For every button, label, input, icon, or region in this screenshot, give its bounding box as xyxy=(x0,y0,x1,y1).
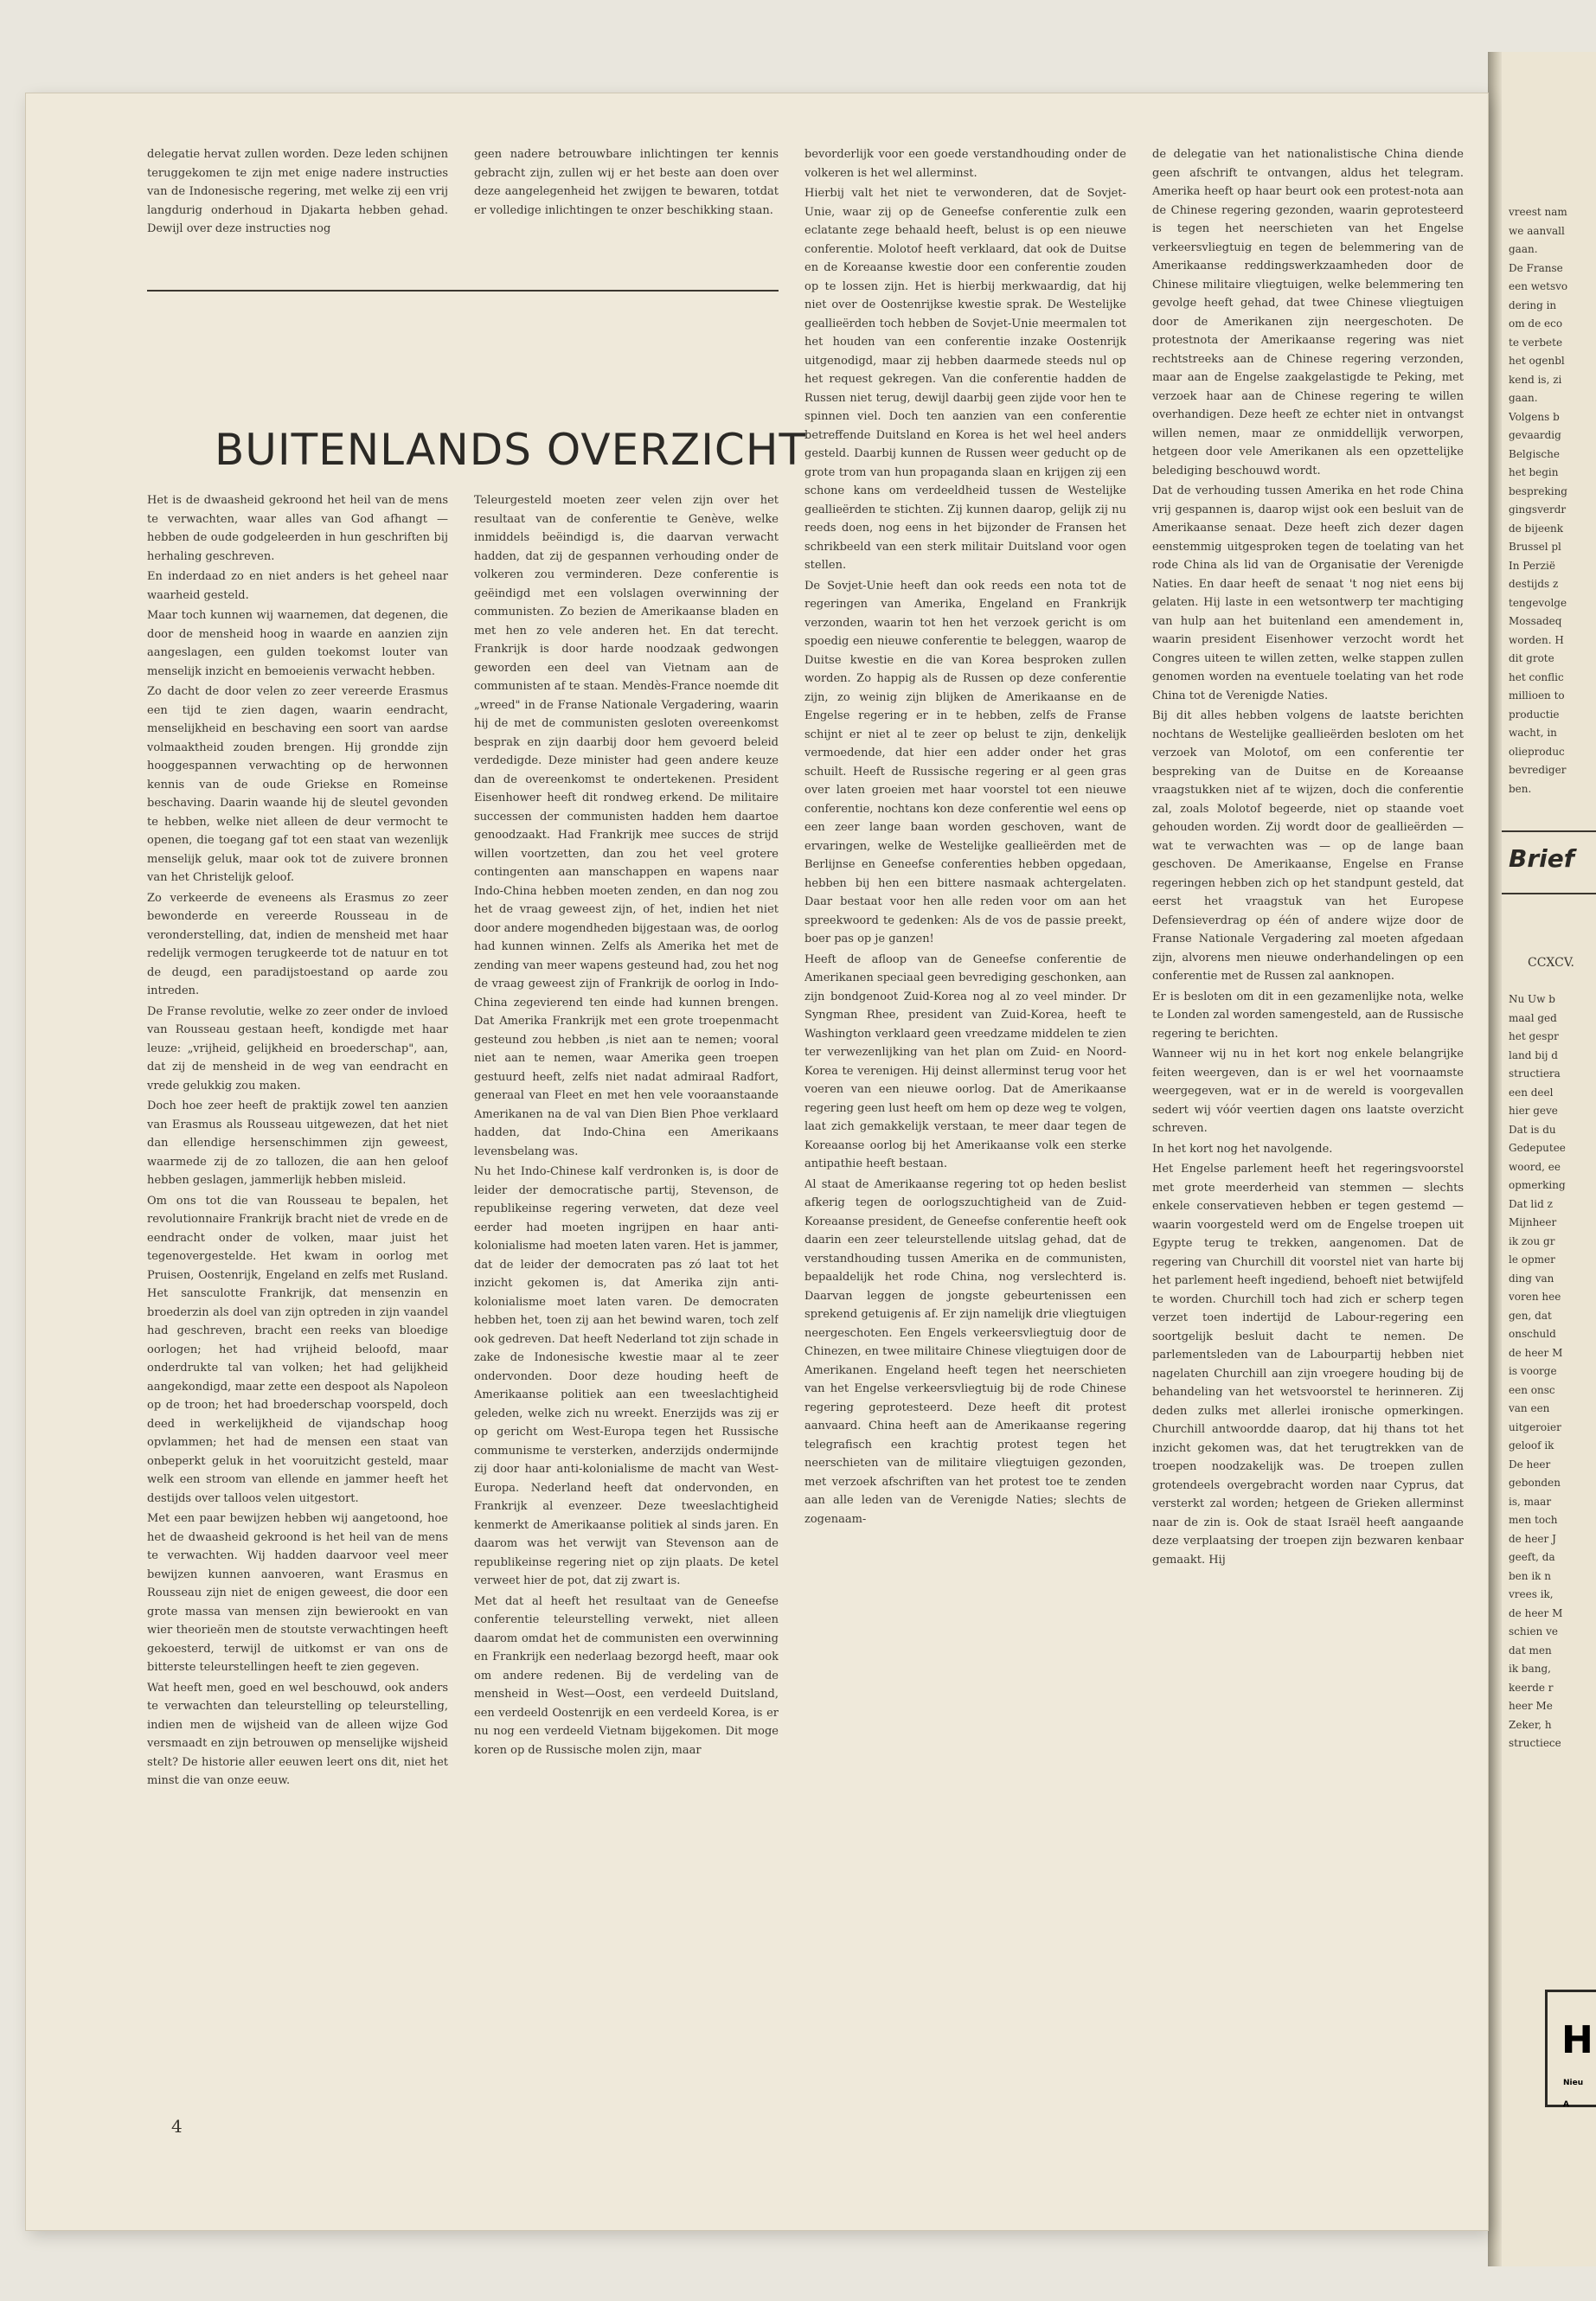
next-page-line-paragraph: Mossadeq xyxy=(1509,615,1562,627)
col1-paragraph: Het is de dwaasheid gekroond het heil van de mens te verwachten, waar alles van God afhangt — hebben de oude godgeleerden in hun geschriften bij herhaling geschreven. xyxy=(147,494,448,563)
next-page-line-paragraph: Nu Uw b xyxy=(1509,993,1555,1005)
column-3 xyxy=(804,145,1126,2096)
next-page-line-paragraph: woord, ee xyxy=(1509,1160,1561,1173)
ad-a: A xyxy=(1563,2100,1569,2109)
next-page-line-paragraph: Zeker, h xyxy=(1509,1718,1552,1731)
next-page-line-paragraph: bespreking xyxy=(1509,484,1567,497)
col1-paragraph: Zo dacht de door velen zo zeer vereerde Erasmus een tijd te zien dagen, waarin eendracht, menselijkheid en beschaving een soort van aardse volmaaktheid zouden brengen. Hij grondde zijn hooggespannen verwachting op de herwonnen kennis van de oude Griekse en Romeinse beschaving. Daarin waande hij de sleutel gevonden te hebben, welke niet alleen de deur vermocht te openen, die toegang gaf tot een staat van wezenlijk menselijk geluk, maar ook tot de zuivere bronnen van het Christelijk geloof. xyxy=(147,685,448,884)
col2-paragraph: Teleurgesteld moeten zeer velen zijn over het resultaat van de conferentie te Genève, welke inmiddels beëindigd is, die daarvan verwacht hadden, dat zij de gespannen verhouding onder de volkeren zou verminderen. Deze conferentie is geëindigd met een volslagen overwinning der communisten. Zo bezien de Amerikaanse bladen en met hen zo vele anderen het. En dat terecht. Frankrijk is door harde noodzaak gedwongen geworden een deel van Vietnam aan de communisten af te staan. Mendès-France noemde dit „wreed" in de Franse Nationale Vergadering, waarin hij de met de communisten gesloten overeenkomst besprak en zijn daarbij door hem gevoerd beleid verdedigde. Deze minister had geen andere keuze dan de overeenkomst te ondertekenen. President Eisenhower heeft dit rondweg erkend. De militaire successen der communisten hadden hem daartoe genoodzaakt. Had Frankrijk mee succes de strijd willen voortzetten, dan zou het veel grotere contingenten aan manschappen en wapens naar Indo-China hebben moeten zenden, en dan nog zou het de vraag geweest zijn, of het, indien het niet door andere mogendheden bijgestaan was, de oorlog had kunnen winnen. Zelfs als Amerika het met de zending van meer wapens gesteund had, zou het nog de vraag geweest zijn of Frankrijk de oorlog in Indo-China zegevierend ten einde had kunnen brengen. Dat Amerika Frankrijk met een grote troepenmacht gesteund zou hebben ,is niet aan te nemen; vooral niet aan te nemen, waar Amerika geen troepen gestuurd heeft, zelfs niet nadat admiraal Radfort, generaal van Fleet en met hen vele vooraanstaande Amerikanen na de val van Dien Bien Phoe verklaard hadden, dat Indo-China een Amerikaans levensbelang was. xyxy=(474,494,779,1158)
next-page-line-paragraph: Volgens b xyxy=(1509,410,1560,423)
next-page-line-paragraph: dat men xyxy=(1509,1644,1552,1657)
next-page-line-paragraph: ik bang, xyxy=(1509,1663,1551,1675)
next-page-line-paragraph: kend is, zi xyxy=(1509,373,1562,386)
col1-top-text: delegatie hervat zullen worden. Deze leden schijnen teruggekomen te zijn met enige nadere instructies van de Indonesische regering, met welke zij een vrij langdurig onderhoud in Djakarta hebben gehad. Dewijl over deze instructies nog xyxy=(147,148,448,235)
col1-paragraph: Met een paar bewijzen hebben wij aangetoond, hoe het de dwaasheid gekroond is het heil van de mens te verwachten. Wij hadden daarvoor veel meer bewijzen kunnen aanvoeren, want Erasmus en Rousseau zijn niet de enigen geweest, die door een grote massa van mensen zijn bewierookt en van wier theorieën men de stoutste verwachtingen heeft gekoesterd, terwijl de uitkomst er van ons de bitterste teleurstellingen heeft te zien gegeven. xyxy=(147,1512,448,1674)
next-page-line-paragraph: land bij d xyxy=(1509,1048,1558,1061)
next-page-line-paragraph: ik zou gr xyxy=(1509,1234,1555,1247)
column-2 xyxy=(474,491,779,2096)
next-page-line-paragraph: Belgische xyxy=(1509,447,1560,460)
next-page-line-paragraph: hier geve xyxy=(1509,1105,1558,1117)
next-page-line-paragraph: schien ve xyxy=(1509,1625,1558,1638)
next-page-line-paragraph: gevaardig xyxy=(1509,429,1561,441)
col2-top-text: geen nadere betrouwbare inlichtingen ter kennis gebracht zijn, zullen wij er het beste aan doen over deze aangelegenheid het zwijgen te bewaren, totdat er volledige inlichtingen te onzer beschikking staan. xyxy=(474,148,779,217)
col3-paragraph: bevorderlijk voor een goede verstandhouding onder de volkeren is het wel allerminst. xyxy=(804,148,1126,180)
next-page-line-paragraph: uitgeroier xyxy=(1509,1420,1561,1433)
col1-paragraph: Om ons tot die van Rousseau te bepalen, het revolutionnaire Frankrijk bracht niet de vrede en de eendracht onder de volken, maar juist het tegenovergestelde. Het kwam in oorlog met Pruisen, Oostenrijk, Engeland en zelfs met Rusland. Het sansculotte Frankrijk, dat mensenzin en broederzin als doel van zijn optreden in zijn vaandel had geschreven, bracht een reeks van bloedige oorlogen; het had vrijheid beloofd, maar onderdrukte tal van volken; het had gelijkheid aangekondigd, maar zette een despoot als Napoleon op de troon; het had broederschap voorspeld, doch deed in werkelijkheid de vijandschap hoog opvlammen; het had de mensen een staat van onbeperkt geluk in het vooruitzicht gesteld, maar welk een stroom van ellende en jammer heeft het destijds over talloos velen uitgestort. xyxy=(147,1194,448,1505)
column-2-top xyxy=(474,145,779,284)
col1-paragraph: Zo verkeerde de eveneens als Erasmus zo zeer bewonderde en vereerde Rousseau in de veronderstelling, dat, indien de mensheid met haar redelijk vermogen terugkeerde tot de natuur en tot de deugd, een paradijstoestand op aarde zou intreden. xyxy=(147,891,448,997)
next-page-line-paragraph: van een xyxy=(1509,1402,1550,1414)
next-page-line-paragraph: de heer M xyxy=(1509,1346,1563,1359)
column-4 xyxy=(1152,145,1464,2096)
next-page-line-paragraph: voren hee xyxy=(1509,1291,1561,1303)
next-page-line-paragraph: om de eco xyxy=(1509,317,1563,330)
next-page-line-paragraph: onschuld xyxy=(1509,1328,1556,1340)
next-page-line-paragraph: de heer J xyxy=(1509,1532,1556,1545)
next-page-line-paragraph: worden. H xyxy=(1509,633,1564,646)
headline: BUITENLANDS OVERZICHT xyxy=(215,425,806,475)
next-page-line-paragraph: ding van xyxy=(1509,1272,1554,1285)
next-page-line-paragraph: ben ik n xyxy=(1509,1569,1551,1582)
letter-number: CCXCV. xyxy=(1528,956,1574,970)
col1-paragraph: Wat heeft men, goed en wel beschouwd, ook anders te verwachten dan teleurstelling op teleurstelling, indien men de wijsheid van de alleen wijze God versmaadt en zijn betrouwen op menselijke wijsheid stelt? De historie aller eeuwen leert ons dit, niet het minst die van onze eeuw. xyxy=(147,1681,448,1787)
ad-letter: H xyxy=(1561,2018,1593,2062)
col3-paragraph: Heeft de afloop van de Geneefse conferentie de Amerikanen speciaal geen bevrediging geschonken, aan zijn bondgenoot Zuid-Korea nog al zo veel minder. Dr Syngman Rhee, president van Zuid-Korea, heeft te Washington verklaard geen vreedzame middelen te zien ter verwezenlijking van het plan om Zuid- en Noord-Korea te verenigen. Hij deinst allerminst terug voor het voeren van een nieuwe oorlog. Dat de Amerikaanse regering geen lust heeft om hem op deze weg te volgen, laat zich gemakkelijk verstaan, te meer daar tegen de Koreaanse oorlog bij het Amerikaanse volk een sterke antipathie heeft bestaan. xyxy=(804,952,1126,1170)
next-page-line-paragraph: geeft, da xyxy=(1509,1551,1555,1563)
col1-paragraph: Doch hoe zeer heeft de praktijk zowel ten aanzien van Erasmus als Rousseau uitgewezen, dat het niet dan ellendige hersenschimmen zijn geweest, waarmede zij de zo tallozen, die aan hen geloof hebben geslagen, jammerlijk hebben misleid. xyxy=(147,1099,448,1187)
next-page-line-paragraph: Dat is du xyxy=(1509,1123,1556,1136)
next-page-line-paragraph: vrees ik, xyxy=(1509,1588,1554,1600)
next-page-line-paragraph: gaan. xyxy=(1509,392,1538,404)
newspaper-page xyxy=(26,93,1488,2230)
next-page-line-paragraph: de bijeenk xyxy=(1509,522,1564,535)
col4-paragraph: Wanneer wij nu in het kort nog enkele belangrijke feiten weergeven, dan is er wel het voornaamste weergegeven, wat er in de wereld is voorgevallen sedert wij vóór veertien dagen ons laatste overzicht schreven. xyxy=(1152,1048,1464,1135)
col4-paragraph: Dat de verhouding tussen Amerika en het rode China vrij gespannen is, daarop wijst ook een besluit van de Amerikaanse senaat. Deze heeft zich dezer dagen eenstemmig uitgesproken tegen de toelating van het rode China als lid van de Organisatie der Verenigde Naties. En daar heeft de senaat 't nog niet eens bij gelaten. Hij laste in een wetsontwerp ter machtiging van hulp aan het buitenland een amendement in, waarin president Eisenhower verzocht wordt het Congres uiteen te willen zetten, welke stappen zullen genomen worden na eventuele toelating van het rode China tot de Verenigde Naties. xyxy=(1152,484,1464,702)
next-page-line-paragraph: millioen to xyxy=(1509,689,1565,702)
next-page-line-paragraph: Brussel pl xyxy=(1509,541,1561,553)
next-page-line-paragraph: het ogenbl xyxy=(1509,355,1565,367)
next-page-line-paragraph: het conflic xyxy=(1509,670,1564,683)
col4-paragraph: de delegatie van het nationalistische China diende geen afschrift te ontvangen, aldus het telegram. Amerika heeft op haar beurt ook een protest-nota aan de Chinese regering gezonden, waarin geprotesteerd is tegen het neerschieten van het Engelse verkeersvliegtuig en tegen de belemmering van de Amerikaanse reddingswerkzaamheden door de Chinese militaire vliegtuigen, welke belemmering ten gevolge heeft gehad, dat twee Chinese vliegtuigen door de Amerikanen zijn neergeschoten. De protestnota der Amerikaanse regering was niet rechtstreeks aan de Chinese regering verzonden, maar aan de Engelse zaakgelastigde te Peking, met verzoek haar aan de Chinese regering te willen overhandigen. Deze heeft ze echter niet in ontvangst willen nemen, maar ze onmiddellijk verworpen, hetgeen door vele Amerikanen als een opzettelijke belediging beschouwd wordt. xyxy=(1152,148,1464,478)
next-page-line-paragraph: De heer xyxy=(1509,1458,1551,1471)
next-page-line-paragraph: heer Me xyxy=(1509,1700,1553,1712)
next-page-line-paragraph: structiera xyxy=(1509,1067,1561,1080)
next-page-line-paragraph: vreest nam xyxy=(1509,206,1567,218)
col4-paragraph: Er is besloten om dit in een gezamenlijke nota, welke te Londen zal worden samengesteld, aan de Russische regering te berichten. xyxy=(1152,990,1464,1041)
col1-paragraph: De Franse revolutie, welke zo zeer onder de invloed van Rousseau gestaan heeft, kondigde met haar leuze: „vrijheid, gelijkheid en broederschap", aan, dat zij de mensheid in de weg van eendracht en vrede gelukkig zou maken. xyxy=(147,1004,448,1093)
next-page-column-bottom xyxy=(1509,990,1588,1951)
next-page-line-paragraph: dit grote xyxy=(1509,652,1554,664)
next-page-line-paragraph: een wetsvo xyxy=(1509,280,1568,292)
advertisement-box xyxy=(1545,1990,1596,2107)
col4-paragraph: Bij dit alles hebben volgens de laatste berichten nochtans de Westelijke geallieërden besloten om het verzoek van Molotof, om een conferentie ter bespreking van de Duitse en de Koreaanse vraagstukken niet af te wijzen, doch die conferentie zal, zoals Molotof begeerde, niet op staande voet gehouden worden. Zij wordt door de geallieërden — wat te verwachten was — op de lange baan geschoven. De Amerikaanse, Engelse en Franse regeringen hebben zich op het standpunt gesteld, dat eerst het vraagstuk van het Europese Defensieverdrag op één of andere wijze door de Franse Nationale Vergadering zal moeten afgedaan zijn, alvorens men nieuwe onderhandelingen op een conferentie met de Russen zal aanknopen. xyxy=(1152,709,1464,983)
next-page-edge xyxy=(1502,52,1596,2266)
column-1-top xyxy=(147,145,448,284)
next-page-line-paragraph: gingsverdr xyxy=(1509,503,1567,516)
next-page-line-paragraph: maal ged xyxy=(1509,1011,1557,1024)
next-page-column-top xyxy=(1509,203,1588,798)
next-page-line-paragraph: De Franse xyxy=(1509,261,1563,274)
next-page-line-paragraph: het gespr xyxy=(1509,1030,1559,1042)
col1-paragraph: Maar toch kunnen wij waarnemen, dat degenen, die door de mensheid hoog in waarde en aanzien zijn aangeslagen, een gulden toekomst louter van menselijk inzicht en bemoeienis verwacht hebben. xyxy=(147,609,448,678)
next-page-line-paragraph: gebonden xyxy=(1509,1477,1561,1489)
next-page-line-paragraph: is voorge xyxy=(1509,1365,1557,1377)
next-page-line-paragraph: geloof ik xyxy=(1509,1439,1554,1452)
page-number: 4 xyxy=(171,2116,183,2137)
next-page-line-paragraph: structiece xyxy=(1509,1737,1561,1749)
next-page-line-paragraph: Gedeputee xyxy=(1509,1142,1566,1154)
next-page-line-paragraph: te verbete xyxy=(1509,336,1563,349)
next-page-line-paragraph: le opmer xyxy=(1509,1253,1555,1266)
next-page-line-paragraph: In Perzië xyxy=(1509,559,1555,572)
col4-paragraph: In het kort nog het navolgende. xyxy=(1152,1142,1333,1156)
next-page-line-paragraph: Mijnheer xyxy=(1509,1216,1557,1228)
next-page-line-paragraph: gen, dat xyxy=(1509,1309,1552,1322)
ad-small-text: Nieu xyxy=(1563,2079,1584,2087)
next-page-line-paragraph: een deel xyxy=(1509,1086,1554,1099)
next-page-line-paragraph: Dat lid z xyxy=(1509,1197,1553,1210)
col4-paragraph: Het Engelse parlement heeft het regeringsvoorstel met grote meerderheid van stemmen — slechts enkele conservatieven hebben er tegen gestemd — waarin voorgesteld werd om de Engelse troepen uit Egypte terug te trekken, aangenomen. Dat de regering van Churchill dit voorstel niet van harte bij het parlement heeft ingediend, behoeft niet betwijfeld te worden. Churchill toch had zich er scherp tegen verzet toen indertijd de Labour-regering een soortgelijk besluit dacht te nemen. De parlementsleden van de Labourpartij hebben niet nagelaten Churchill aan zijn vroegere houding bij de behandeling van het wetsvoorstel te herinneren. Zij deden zulks met allerlei ironische opmerkingen. Churchill antwoordde daarop, dat hij thans tot het inzicht gekomen was, dat het terugtrekken van de troepen noodzakelijk was. De troepen zullen grotendeels overgebracht worden naar Cyprus, dat versterkt zal worden; hetgeen de Grieken allerminst naar de zin is. Ook de staat Israël heeft aangaande deze verplaatsing der troepen zijn bezwaren kenbaar gemaakt. Hij xyxy=(1152,1163,1464,1567)
next-page-line-paragraph: men toch xyxy=(1509,1514,1558,1526)
next-page-line-paragraph: productie xyxy=(1509,708,1560,721)
col2-paragraph: Nu het Indo-Chinese kalf verdronken is, is door de leider der democratische partij, Stevenson, de republikeinse regering verweten, dat deze veel eerder had moeten ingrijpen en haar anti-kolonialisme had moeten laten varen. Het is jammer, dat de leider der democraten pas zó laat tot het inzicht gekomen is, dat Amerika zijn anti-kolonialisme moet laten varen. De democraten hebben het, toen zij aan het bewind waren, toch zelf ook gedreven. Dat heeft Nederland tot zijn schade in zake de Indonesische kwestie maar al te zeer ondervonden. Door deze houding heeft de Amerikaanse politiek aan een tweeslachtigheid geleden, welke zich nu wreekt. Enerzijds was zij er op gericht om West-Europa tegen het Russische communisme te versterken, anderzijds ondermijnde zij door haar anti-kolonialisme de macht van West-Europa. Nederland heeft dat ondervonden, en Frankrijk al evenzeer. Deze tweeslachtigheid kenmerkt de Amerikaanse politiek al sinds jaren. En daarom was het verwijt van Stevenson aan de republikeinse regering niet op zijn plaats. De ketel verweet hier de pot, dat zij zwart is. xyxy=(474,1165,779,1587)
next-page-line-paragraph: we aanvall xyxy=(1509,224,1565,237)
next-page-line-paragraph: het begin xyxy=(1509,466,1559,478)
col3-paragraph: Al staat de Amerikaanse regering tot op heden beslist afkerig tegen de oorlogszuchtigheid van de Zuid-Koreaanse president, de Geneefse conferentie heeft ook daarin een zeer teleurstellende uitslag gehad, dat de verstandhouding tussen Amerika en de communisten, bepaaldelijk het rode China, nog verslechterd is. Daarvan leggen de jongste gebeurtenissen een sprekend getuigenis af. Er zijn namelijk drie vliegtuigen neergeschoten. Een Engels verkeersvliegtuig door de Chinezen, en twee militaire Chinese vliegtuigen door de Amerikanen. Engeland heeft tegen het neerschieten van het Engelse verkeersvliegtuig bij de rode Chinese regering geprotesteerd. Deze heeft dit protest aanvaard. China heeft aan de Amerikaanse regering telegrafisch een krachtig protest tegen het neerschieten van de militaire vliegtuigen gezonden, met verzoek afschriften van het protest toe te zenden aan alle leden van de Verenigde Naties; slechts de zogenaam- xyxy=(804,1177,1126,1526)
column-1 xyxy=(147,491,448,2096)
next-page-line-paragraph: wacht, in xyxy=(1509,727,1557,739)
next-page-line-paragraph: ben. xyxy=(1509,782,1532,795)
next-page-line-paragraph: olieproduc xyxy=(1509,745,1565,758)
next-page-line-paragraph: gaan. xyxy=(1509,243,1538,255)
next-page-line-paragraph: destijds z xyxy=(1509,578,1559,590)
col2-paragraph: Met dat al heeft het resultaat van de Geneefse conferentie teleurstelling verwekt, niet alleen daarom omdat het de communisten een overwinning en Frankrijk een nederlaag bezorgd heeft, maar ook om andere redenen. Bij de verdeling van de mensheid in West—Oost, een verdeeld Duitsland, een verdeeld Oostenrijk en een verdeeld Korea, is er nu nog een verdeeld Vietnam bijgekomen. Dit moge koren op de Russische molen zijn, maar xyxy=(474,1594,779,1757)
next-page-line-paragraph: een onsc xyxy=(1509,1383,1555,1396)
next-page-line-paragraph: bevrediger xyxy=(1509,764,1567,776)
next-page-line-paragraph: dering in xyxy=(1509,298,1557,311)
next-page-line-paragraph: de heer M xyxy=(1509,1606,1563,1619)
next-page-line-paragraph: keerde r xyxy=(1509,1681,1554,1694)
col1-paragraph: En inderdaad zo en niet anders is het geheel naar waarheid gesteld. xyxy=(147,570,448,602)
col3-paragraph: De Sovjet-Unie heeft dan ook reeds een nota tot de regeringen van Amerika, Engeland en Frankrijk verzonden, waarin tot hen het verzoek gericht is om spoedig een nieuwe conferentie te beleggen, waarop de Duitse kwestie en die van Korea besproken zullen worden. Zo happig als de Russen op deze conferentie zijn, zo weinig zijn blijken de Amerikaanse en de Engelse regering er in te hebben, zelfs de Franse schijnt er niet al te zeer op belust te zijn, denkelijk vermoedende, dat hier een adder onder het gras schuilt. Heeft de Russische regering er al geen gras over laten groeien met haar voorstel tot een nieuwe conferentie, nochtans kon deze conferentie wel eens op een zeer lange baan worden geschoven, want de ervaringen, welke de Westelijke geallieërden met de Berlijnse en Geneefse conferenties hebben opgedaan, hebben bij hen een bittere nasmaak achtergelaten. Daar bestaat voor hen alle reden voor om aan het spreekwoord te gedenken: Als de vos de passie preekt, boer pas op je ganzen! xyxy=(804,579,1126,945)
next-page-line-paragraph: is, maar xyxy=(1509,1495,1552,1508)
brief-header-box xyxy=(1502,830,1596,894)
next-page-line-paragraph: opmerking xyxy=(1509,1179,1566,1191)
next-page-line-paragraph: tengevolge xyxy=(1509,596,1567,609)
brief-heading: Brief xyxy=(1509,844,1574,873)
page-gutter xyxy=(1488,52,1502,2266)
col3-paragraph: Hierbij valt het niet te verwonderen, dat de Sovjet-Unie, waar zij op de Geneefse conferentie zulk een eclatante zege behaald heeft, belust is op een nieuwe conferentie. Molotof heeft verklaard, dat ook de Duitse en de Koreaanse kwestie door een conferentie zouden op te lossen zijn. Het is hierbij merkwaardig, dat hij niet over de Oostenrijkse kwestie sprak. De Westelijke geallieërden toch hebben de Sovjet-Unie meermalen tot het houden van een conferentie inzake Oostenrijk uitgenodigd, maar zij hebben daarmede steeds nul op het request gekregen. Van die conferentie hadden de Russen niet terug, dewijl daarbij geen zijde voor hen te spinnen viel. Doch ten aanzien van een conferentie betreffende Duitsland en Korea is het wel heel anders gesteld. Daarbij kunnen de Russen weer geducht op de grote trom van hun propaganda slaan en krijgen zij een schone kans om verdeeldheid tussen de Westelijke geallieërden te stichten. Zij kunnen daarop, gelijk zij nu reeds doen, nog eens in het bijzonder de Fransen het schrikbeeld van een sterk militair Duitsland voor ogen stellen. xyxy=(804,187,1126,572)
section-rule xyxy=(147,290,779,292)
